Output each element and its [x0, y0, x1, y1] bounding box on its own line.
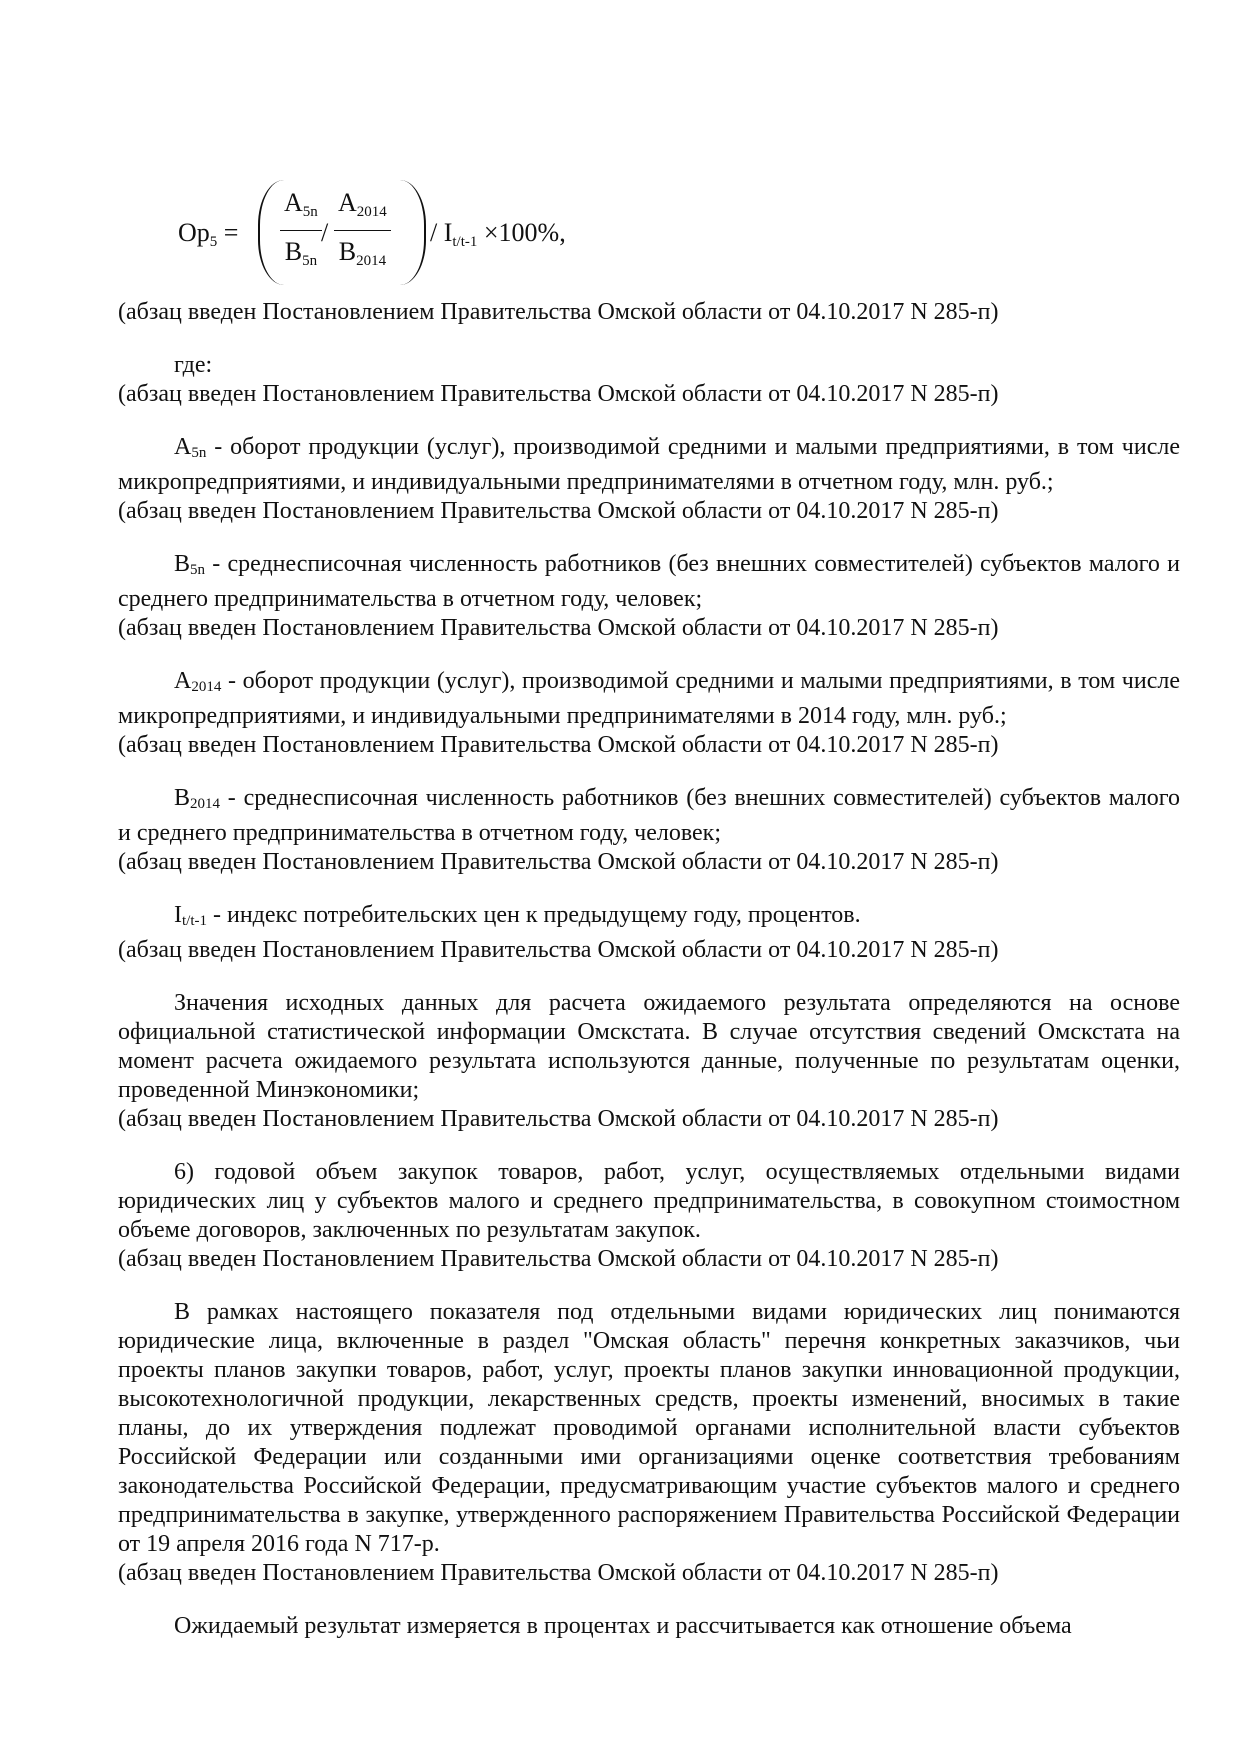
right-parenthesis — [400, 180, 426, 285]
paragraph — [118, 989, 1180, 1105]
paragraph — [118, 901, 1180, 936]
formula-lhs — [178, 218, 238, 257]
amendment-note — [118, 1245, 1180, 1274]
paragraph — [118, 1612, 1180, 1641]
paragraph-list — [118, 298, 1180, 1641]
tail-suffix: ×100%, — [477, 218, 566, 247]
paragraph — [118, 1158, 1180, 1245]
symbol-subscript: 2014 — [191, 679, 222, 695]
fraction-a2014-b2014 — [334, 188, 391, 276]
paragraph-text: (абзац введен Постановлением Правительства Омской области от 04.10.2017 N 285-п) — [118, 498, 999, 524]
variable-symbol — [174, 668, 221, 694]
symbol-letter: I — [174, 902, 182, 928]
num-symbol: A — [284, 188, 303, 217]
paragraph-text: (абзац введен Постановлением Правительства Омской области от 04.10.2017 N 285-п) — [118, 299, 999, 325]
paragraph-text: (абзац введен Постановлением Правительства Омской области от 04.10.2017 N 285-п) — [118, 937, 999, 963]
document-page — [118, 180, 1180, 1641]
variable-symbol — [174, 902, 207, 928]
paragraph-text: (абзац введен Постановлением Правительства Омской области от 04.10.2017 N 285-п) — [118, 849, 999, 875]
symbol-subscript: 5n — [191, 445, 207, 461]
paragraph — [118, 433, 1180, 497]
amendment-note — [118, 614, 1180, 643]
num-symbol: A — [338, 188, 357, 217]
formula-lhs-symbol: Op — [178, 218, 210, 247]
paragraph-text: Значения исходных данных для расчета ожидаемого результата определяются на основе официальной статистической информации Омскстата. В случае отсутствия сведений Омскстата на момент расчета ожидаемого результата используются данные, полученные по результатам оценки, проведенной Минэкономики; — [118, 990, 1180, 1103]
paragraph-text: - среднесписочная численность работников (без внешних совместителей) субъектов малого и среднего предпринимательства в отчетном году, человек; — [118, 551, 1180, 612]
amendment-note — [118, 731, 1180, 760]
paragraph-text: Ожидаемый результат измеряется в процентах и рассчитывается как отношение объема — [174, 1613, 1072, 1639]
paragraph-text: - оборот продукции (услуг), производимой средними и малыми предприятиями, в том числе микропредприятиями, и индивидуальными предпринимателями в 2014 году, млн. руб.; — [118, 668, 1180, 729]
symbol-subscript: 5n — [190, 562, 206, 578]
division-slash: / — [321, 218, 329, 247]
paragraph-text: (абзац введен Постановлением Правительства Омской области от 04.10.2017 N 285-п) — [118, 732, 999, 758]
num-subscript: 2014 — [356, 204, 387, 220]
symbol-subscript: t/t-1 — [182, 913, 207, 929]
paragraph-text: 6) годовой объем закупок товаров, работ, услуг, осуществляемых отдельными видами юридических лиц у субъектов малого и среднего предпринимательства, в совокупном стоимостном объеме договоров, заключенных по результатам закупок. — [118, 1159, 1180, 1243]
amendment-note — [118, 848, 1180, 877]
den-subscript: 5n — [302, 253, 318, 269]
formula-tail — [430, 218, 566, 257]
variable-symbol — [174, 434, 206, 460]
paragraph — [118, 1298, 1180, 1559]
paragraph — [118, 784, 1180, 848]
amendment-note — [118, 298, 1180, 327]
paragraph — [118, 550, 1180, 614]
paragraph-text: В рамках настоящего показателя под отдельными видами юридических лиц понимаются юридические лица, включенные в раздел "Омская область" перечня конкретных заказчиков, чьи проекты планов закупки товаров, работ, услуг, проекты планов закупки инновационной продукции, высокотехнологичной продукции, лекарственных средств, проекты изменений, вносимых в такие планы, до их утверждения подлежат проводимой органами исполнительной власти субъектов Российской Федерации или созданными ими организациями оценке соответствия требованиям законодательства Российской Федерации, предусматривающим участие субъектов малого и среднего предпринимательства в закупке, утвержденного распоряжением Правительства Российской Федерации от 19 апреля 2016 года N 717-р. — [118, 1299, 1180, 1557]
paragraph-text: (абзац введен Постановлением Правительства Омской области от 04.10.2017 N 285-п) — [118, 1246, 999, 1272]
den-subscript: 2014 — [356, 253, 387, 269]
symbol-letter: A — [174, 434, 192, 460]
symbol-letter: B — [174, 551, 191, 577]
paragraph-text: (абзац введен Постановлением Правительства Омской области от 04.10.2017 N 285-п) — [118, 615, 999, 641]
numerator-a2014 — [334, 188, 391, 231]
symbol-subscript: 2014 — [190, 796, 221, 812]
tail-prefix: / I — [430, 218, 453, 247]
num-subscript: 5n — [302, 204, 318, 220]
formula-lhs-subscript: 5 — [209, 234, 218, 250]
amendment-note — [118, 936, 1180, 965]
paragraph-text: (абзац введен Постановлением Правительства Омской области от 04.10.2017 N 285-п) — [118, 1560, 999, 1586]
tail-subscript: t/t-1 — [452, 234, 478, 250]
fraction-a5n-b5n — [280, 188, 322, 276]
amendment-note — [118, 1559, 1180, 1588]
denominator-b5n — [280, 231, 322, 276]
variable-symbol — [174, 551, 205, 577]
numerator-a5n — [280, 188, 322, 231]
amendment-note — [118, 497, 1180, 526]
amendment-note — [118, 1105, 1180, 1134]
formula-op5 — [178, 180, 1180, 298]
den-symbol: B — [338, 237, 357, 266]
paragraph-text: (абзац введен Постановлением Правительства Омской области от 04.10.2017 N 285-п) — [118, 381, 999, 407]
symbol-letter: A — [174, 668, 192, 694]
den-symbol: B — [284, 237, 303, 266]
paragraph-text: - индекс потребительских цен к предыдущему году, процентов. — [207, 902, 861, 928]
paragraph-text: - оборот продукции (услуг), производимой средними и малыми предприятиями, в том числе микропредприятиями, и индивидуальными предпринимателями в отчетном году, млн. руб.; — [118, 434, 1180, 495]
formula-equals: = — [223, 218, 239, 247]
paragraph — [118, 667, 1180, 731]
paragraph-text: (абзац введен Постановлением Правительства Омской области от 04.10.2017 N 285-п) — [118, 1106, 999, 1132]
amendment-note — [118, 380, 1180, 409]
paragraph-text: - среднесписочная численность работников (без внешних совместителей) субъектов малого и среднего предпринимательства в отчетном году, человек; — [118, 785, 1180, 846]
variable-symbol — [174, 785, 220, 811]
paragraph-text: где: — [174, 352, 213, 378]
denominator-b2014 — [334, 231, 391, 276]
paragraph — [118, 351, 1180, 380]
symbol-letter: B — [174, 785, 191, 811]
